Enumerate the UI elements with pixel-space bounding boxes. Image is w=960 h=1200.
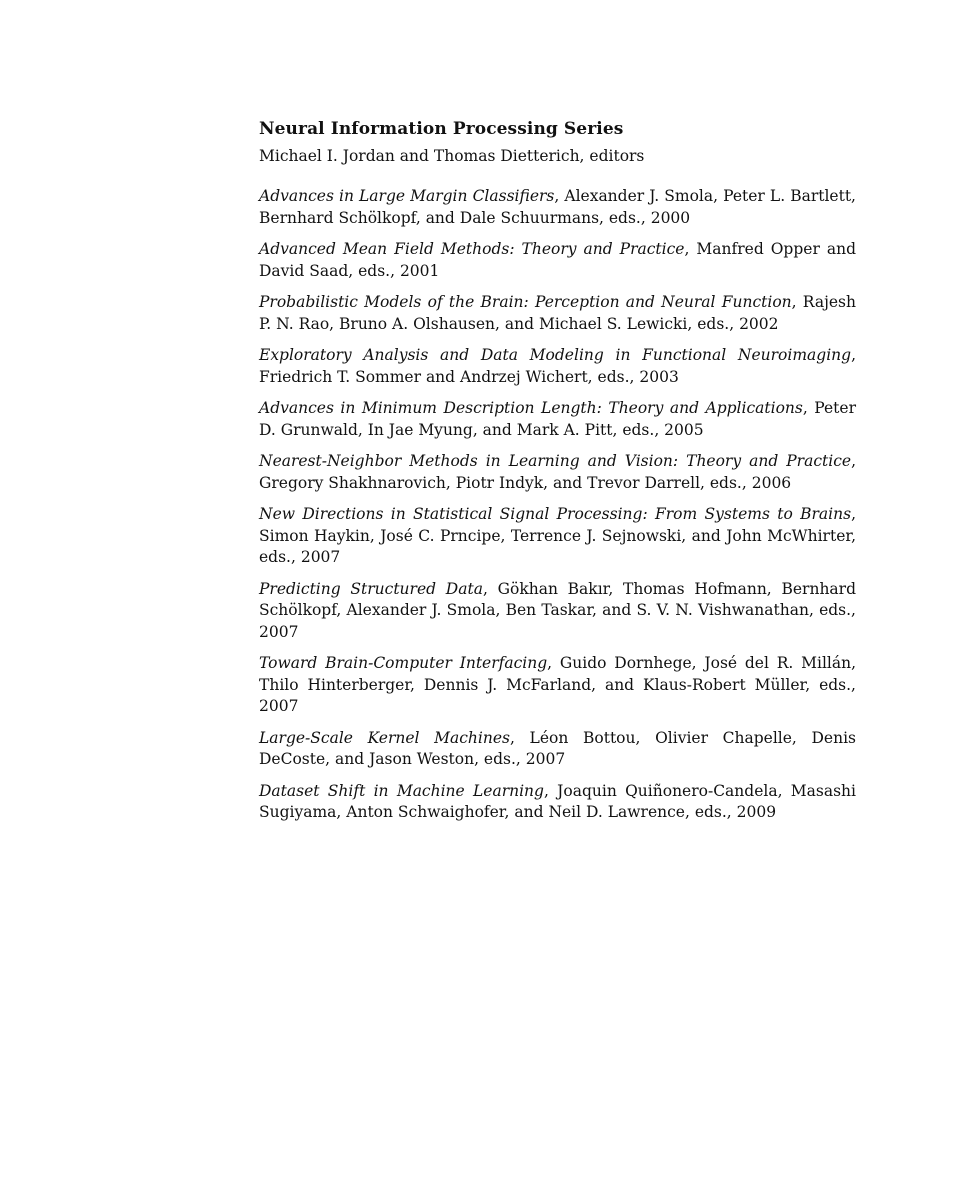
book-details: , Guido Dornhege, José del R. Millán, Thilo Hinterberger, Dennis J. McFarland, and Klaus-Robert Müller, eds., 2007: [259, 654, 857, 715]
series-title: Neural Information Processing Series: [259, 119, 624, 139]
book-title: Predicting Structured Data: [259, 579, 483, 598]
book-details: , Friedrich T. Sommer and Andrzej Wichert, eds., 2003: [259, 346, 856, 386]
book-title: Large-Scale Kernel Machines: [259, 728, 510, 747]
book-entry: [259, 345, 856, 388]
book-entry: [259, 728, 856, 771]
book-details: , Alexander J. Smola, Peter L. Bartlett, Bernhard Schölkopf, and Dale Schuurmans, eds., 2000: [259, 187, 856, 227]
book-entry: [259, 451, 856, 494]
book-title: Advances in Minimum Description Length: Theory and Applications: [259, 399, 803, 417]
book-entry: [259, 504, 856, 569]
book-details: , Gregory Shakhnarovich, Piotr Indyk, and Trevor Darrell, eds., 2006: [259, 452, 856, 492]
series-editors: Michael I. Jordan and Thomas Dietterich, editors: [259, 147, 645, 165]
book-details: , Peter D. Grunwald, In Jae Myung, and Mark A. Pitt, eds., 2005: [259, 399, 856, 439]
book-entry: [259, 186, 856, 229]
book-title: Dataset Shift in Machine Learning: [259, 781, 544, 800]
book-details: , Manfred Opper and David Saad, eds., 2001: [259, 240, 857, 280]
book-title: Nearest-Neighbor Methods in Learning and Vision: Theory and Practice: [259, 452, 852, 470]
book-details: , Simon Haykin, José C. Prncipe, Terrence J. Sejnowski, and John McWhirter, eds., 2007: [259, 505, 856, 566]
book-title: Advances in Large Margin Classifiers: [259, 187, 555, 205]
book-entry: [259, 781, 856, 824]
book-entry: [259, 398, 856, 441]
book-title: Advanced Mean Field Methods: Theory and Practice: [259, 240, 685, 258]
book-details: , Rajesh P. N. Rao, Bruno A. Olshausen, and Michael S. Lewicki, eds., 2002: [259, 293, 856, 333]
book-details: , Joaquin Quiñonero-Candela, Masashi Sugiyama, Anton Schwaighofer, and Neil D. Lawrence, eds., 2009: [259, 781, 856, 821]
book-entry: [259, 239, 856, 282]
book-title: Toward Brain-Computer Interfacing: [259, 654, 548, 672]
book-details: , Léon Bottou, Olivier Chapelle, Denis DeCoste, and Jason Weston, eds., 2007: [259, 728, 856, 768]
book-entry: [259, 292, 856, 335]
book-entry: [259, 653, 856, 718]
book-details: , Gökhan Bakır, Thomas Hofmann, Bernhard Schölkopf, Alexander J. Smola, Ben Taskar, and S. V. N. Vishwanathan, eds., 2007: [259, 579, 856, 641]
book-entry: [259, 579, 856, 644]
book-list: [259, 186, 856, 824]
book-title: New Directions in Statistical Signal Processing: From Systems to Brains: [259, 505, 852, 523]
series-page-content: [259, 117, 856, 834]
book-title: Exploratory Analysis and Data Modeling in Functional Neuroimaging: [259, 346, 852, 364]
book-title: Probabilistic Models of the Brain: Perception and Neural Function: [259, 293, 792, 311]
